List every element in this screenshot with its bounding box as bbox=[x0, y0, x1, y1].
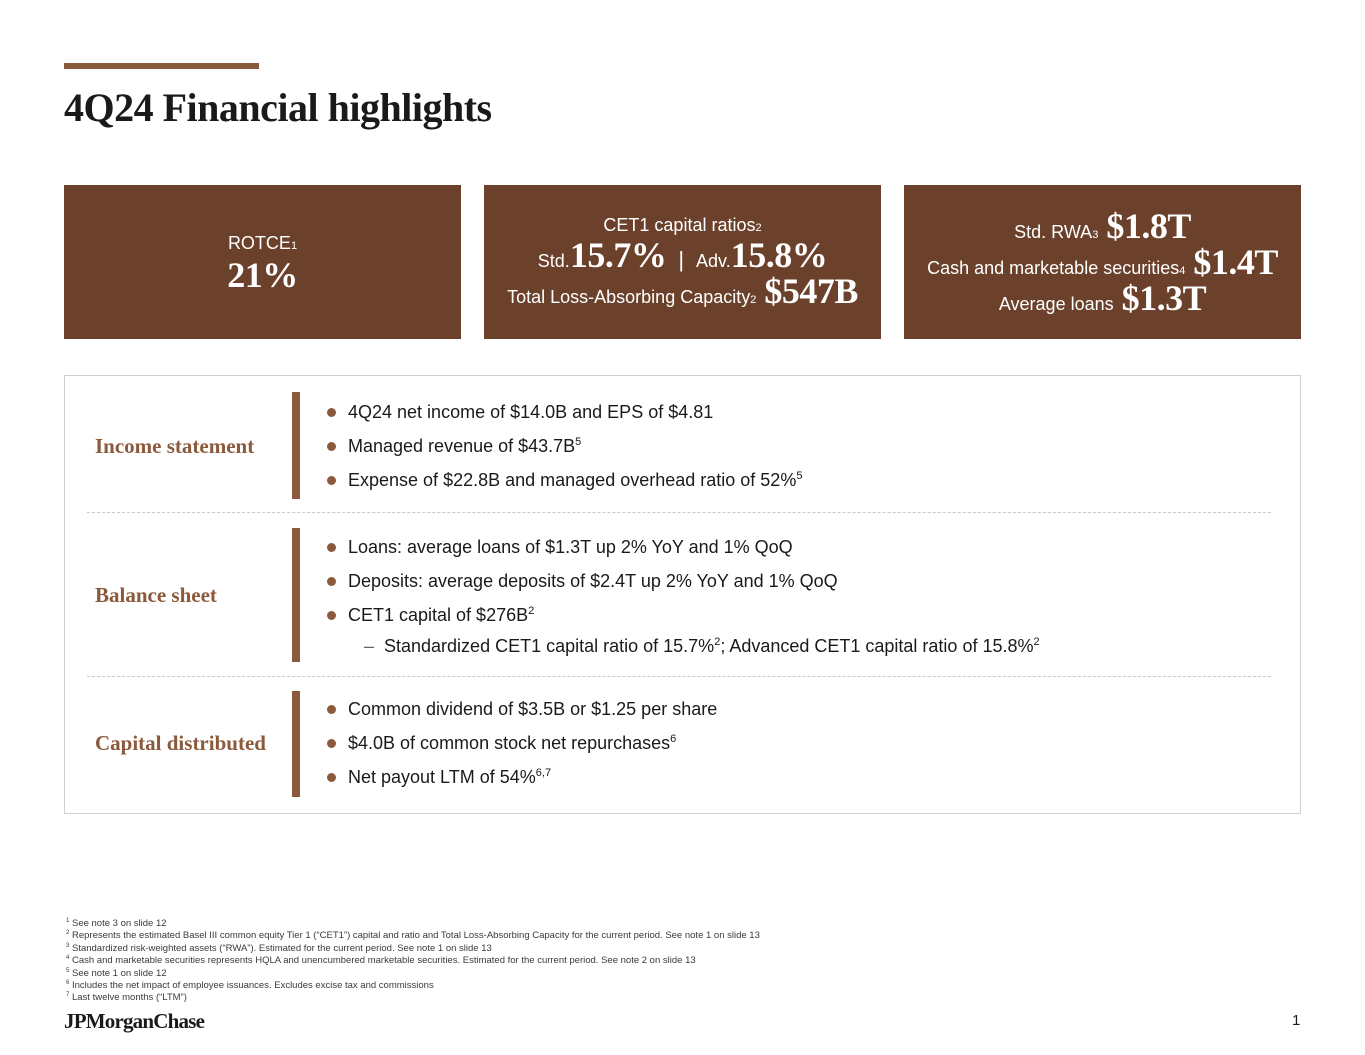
average-loans-value: $1.3T bbox=[1121, 278, 1207, 318]
kpi-rotce-box: ROTCE 1 21% bbox=[64, 185, 461, 339]
bullet-icon bbox=[327, 476, 336, 485]
list-item: 4Q24 net income of $14.0B and EPS of $4.81 bbox=[327, 395, 802, 429]
kpi-rwa-box: Std. RWA 3 $1.8T Cash and marketable securities 4 $1.4T Average loans $1.3T bbox=[904, 185, 1301, 339]
income-statement-bar bbox=[292, 392, 300, 499]
rotce-label: ROTCE bbox=[227, 232, 291, 253]
footnote: $^4$ Cash and marketable securities represents HQLA and unencumbered marketable securities. Estimated for the current period. See note 2 on slide 13 bbox=[66, 955, 696, 967]
average-loans-label: Average loans bbox=[998, 294, 1114, 314]
rwa-value: $1.8T bbox=[1106, 206, 1191, 246]
cet1-adv-value: 15.8% bbox=[730, 234, 828, 275]
section-divider bbox=[87, 676, 1271, 677]
balance-sheet-label: Balance sheet bbox=[95, 583, 217, 607]
company-logo: JPMorganChase bbox=[64, 1009, 205, 1033]
list-item: Managed revenue of $\$43.7B^5$ bbox=[327, 429, 802, 463]
footnote-ref: 2 bbox=[528, 605, 535, 617]
balance-sheet-list bbox=[327, 530, 1040, 660]
list-item: Net payout LTM of 54%$^{6,7}$ bbox=[327, 760, 717, 794]
footnote-ref: 5 bbox=[796, 470, 803, 482]
capital-distributed-label: Capital distributed bbox=[95, 731, 266, 755]
section-divider bbox=[87, 512, 1271, 513]
list-item: CET1 capital of $\$276B^2$ bbox=[327, 598, 1040, 632]
income-statement-list bbox=[327, 395, 802, 497]
footnote: $^3$ Standardized risk-weighted assets (“RWA”). Estimated for the current period. See note 1 on slide 13 bbox=[66, 942, 492, 954]
rwa-label: Std. RWA bbox=[1014, 222, 1093, 242]
highlights-panel bbox=[64, 375, 1301, 814]
page-title: 4Q24 Financial highlights bbox=[64, 85, 492, 130]
income-statement-label: Income statement bbox=[95, 434, 255, 458]
footnote: $^7$ Last twelve months (“LTM”) bbox=[66, 992, 187, 1004]
footnote: $^2$ Represents the estimated Basel III common equity Tier 1 (“CET1”) capital and ratio and Total Loss-Absorbing Capacity for the current period. See note 1 on slide 13 bbox=[66, 930, 760, 942]
rotce-value: 21% bbox=[227, 254, 298, 295]
list-item: Deposits: average deposits of $2.4T up 2% YoY and 1% QoQ bbox=[327, 564, 1040, 598]
list-item: $4.0B of common stock net repurchases$^6$ bbox=[327, 726, 717, 760]
tlac-label: Total Loss-Absorbing Capacity bbox=[507, 286, 751, 307]
balance-sheet-bar bbox=[292, 528, 300, 662]
footnote: $^6$ Includes the net impact of employee issuances. Excludes excise tax and commissions bbox=[66, 979, 434, 992]
footnote: $^1$ See note 3 on slide 12 bbox=[66, 917, 167, 929]
list-item: Expense of $22.8B and managed overhead ratio of 52%$^5$ bbox=[327, 463, 802, 497]
bullet-icon bbox=[327, 611, 336, 620]
capital-distributed-list bbox=[327, 692, 717, 794]
footnote: $^5$ See note 1 on slide 12 bbox=[66, 967, 167, 979]
bullet-icon bbox=[327, 543, 336, 552]
cash-securities-value: $1.4T bbox=[1193, 242, 1278, 282]
cet1-std-label: Std. bbox=[537, 250, 570, 271]
footnote-ref: 6 bbox=[670, 733, 677, 745]
capital-distributed-bar bbox=[292, 691, 300, 797]
bullet-icon bbox=[327, 442, 336, 451]
cet1-label: CET1 capital ratios bbox=[603, 214, 756, 235]
kpi-cet1-box: CET1 capital ratios 2 Std. 15.7% | Adv. 15.8% Total Loss-Absorbing Capacity 2 $547B bbox=[484, 185, 881, 339]
page-number: 1 bbox=[1292, 1012, 1301, 1029]
footnote-ref: 5 bbox=[575, 436, 582, 448]
dash-icon: – bbox=[364, 636, 375, 656]
cet1-adv-label: Adv. bbox=[696, 250, 731, 271]
cet1-separator: | bbox=[678, 246, 685, 272]
cet1-std-value: 15.7% bbox=[569, 234, 667, 275]
tlac-value: $547B bbox=[764, 270, 858, 311]
footnote-ref: 6,7 bbox=[535, 767, 552, 779]
bullet-icon bbox=[327, 577, 336, 586]
bullet-icon bbox=[327, 739, 336, 748]
cash-securities-label: Cash and marketable securities bbox=[927, 258, 1180, 278]
bullet-icon bbox=[327, 705, 336, 714]
footnote-ref: 2 bbox=[1033, 636, 1040, 648]
footnote-ref: 2 bbox=[714, 636, 721, 648]
list-item: Common dividend of $3.5B or $1.25 per share bbox=[327, 692, 717, 726]
bullet-icon bbox=[327, 408, 336, 417]
list-item: Loans: average loans of $1.3T up 2% YoY and 1% QoQ bbox=[327, 530, 1040, 564]
bullet-icon bbox=[327, 773, 336, 782]
title-accent-bar bbox=[64, 63, 259, 69]
sub-list-item: – Standardized CET1 capital ratio of 15.7%$^2$; Advanced CET1 capital ratio of 15.8%$^2$ bbox=[327, 632, 1040, 660]
footnotes bbox=[66, 918, 760, 1005]
